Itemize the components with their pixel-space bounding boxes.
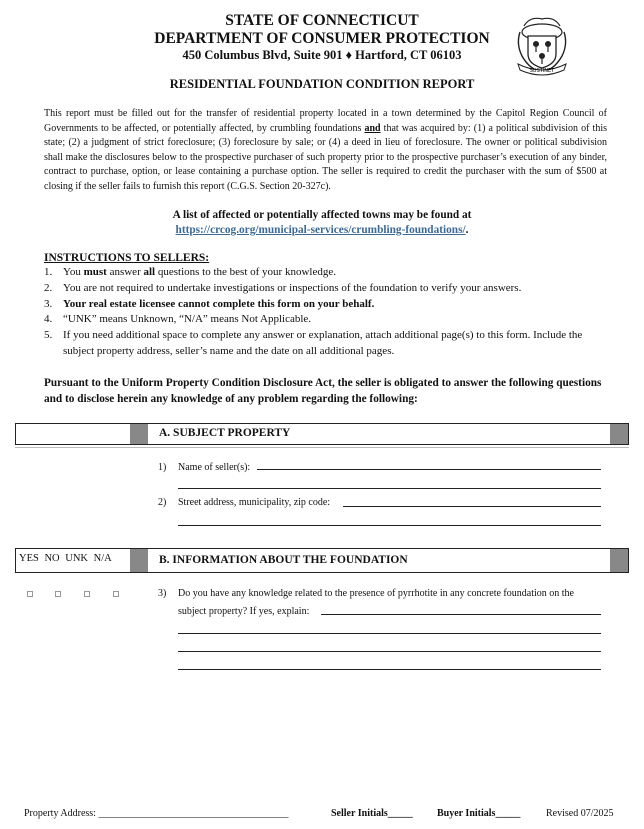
q3-na-checkbox[interactable]	[113, 591, 119, 597]
instructions-heading: INSTRUCTIONS TO SELLERS:	[44, 252, 210, 264]
q2-number: 2)	[158, 497, 167, 508]
list-item: 3. Your real estate licensee cannot complete this form on your behalf.	[44, 297, 375, 310]
q2-label: Street address, municipality, zip code:	[178, 497, 331, 508]
instructions-list	[44, 265, 609, 360]
agency-state: STATE OF CONNECTICUT	[225, 12, 419, 29]
q3-number: 3)	[158, 588, 167, 599]
q3-label-line1: Do you have any knowledge related to the presence of pyrrhotite in any concrete foundation on the	[178, 588, 574, 599]
q3-label-line2: subject property? If yes, explain:	[178, 606, 310, 617]
answer-columns: YES NO UNK N/A	[19, 553, 112, 564]
q3-no-checkbox[interactable]	[55, 591, 61, 597]
footer-property-address: Property Address: ______________________________________	[24, 808, 289, 819]
agency-address: 450 Columbus Blvd, Suite 901 ♦ Hartford, CT 06103	[182, 48, 462, 62]
seller-name-field[interactable]	[257, 469, 601, 470]
agency-department: DEPARTMENT OF CONSUMER PROTECTION	[154, 30, 490, 47]
q3-explain-line4[interactable]	[178, 669, 601, 670]
q1-label: Name of seller(s):	[178, 462, 251, 473]
section-b-title: B. INFORMATION ABOUT THE FOUNDATION	[159, 554, 408, 566]
section-a-title: A. SUBJECT PROPERTY	[159, 427, 291, 439]
footer-revised: Revised 07/2025	[546, 808, 614, 819]
q3-explain-line2[interactable]	[178, 633, 601, 634]
list-item: 2. You are not required to undertake investigations or inspections of the foundation to verify your answers.	[44, 281, 522, 294]
section-a-header	[15, 423, 629, 445]
q3-yes-checkbox[interactable]	[27, 591, 33, 597]
street-address-field-line2[interactable]	[178, 525, 601, 526]
pursuant-statement: Pursuant to the Uniform Property Condition Disclosure Act, the seller is obligated to answer the following questions and to disclose herein any knowledge of any problem regarding the following:	[44, 377, 602, 405]
seller-name-field-line2[interactable]	[178, 488, 601, 489]
list-item: 4. “UNK” means Unknown, “N/A” means Not Applicable.	[44, 313, 312, 326]
footer-buyer-initials: Buyer Initials_____	[437, 808, 521, 819]
report-title: RESIDENTIAL FOUNDATION CONDITION REPORT	[169, 77, 475, 91]
crcog-link[interactable]: https://crcog.org/municipal-services/crumbling-foundations/	[175, 224, 466, 236]
q3-unk-checkbox[interactable]	[84, 591, 90, 597]
q3-explain-line3[interactable]	[178, 651, 601, 652]
section-b-header	[15, 548, 629, 573]
svg-text:SUSTINET: SUSTINET	[529, 68, 555, 74]
list-item: 1. You must answer all questions to the best of your knowledge.	[44, 266, 336, 278]
q1-number: 1)	[158, 462, 167, 473]
footer-seller-initials: Seller Initials_____	[331, 808, 413, 819]
street-address-field[interactable]	[343, 506, 601, 507]
towns-note: A list of affected or potentially affected towns may be found at https://crcog.org/municipal-services/crumbling-foundations/.	[172, 209, 472, 236]
list-item: 5. If you need additional space to complete any answer or explanation, attach additional page(s) to this form. Include the subject property address, seller’s name and the date on all additional pages.	[44, 329, 583, 357]
q3-explain-field[interactable]	[321, 614, 601, 615]
intro-paragraph: This report must be filled out for the transfer of residential property located in a town determined by the Capitol Region Council of Governments to be affected, or potentially affected, by crumbling foundations and that was acquired by: (1) a political subdivision of this state; (2) a judgment of strict foreclosure; (3) foreclosure by sale; or (4) a deed in lieu of foreclosure. The owner or political subdivision shall make the disclosures below to the prospective purchaser of such property prior to the prospective purchaser’s execution of any binder, contract to purchase, option, or lease containing a purchase option. The seller is required to credit the purchaser with the sum of $500 at closing if the seller fails to furnish this report (C.G.S. Section 20-327c).	[44, 108, 607, 192]
state-seal-icon	[510, 14, 574, 76]
